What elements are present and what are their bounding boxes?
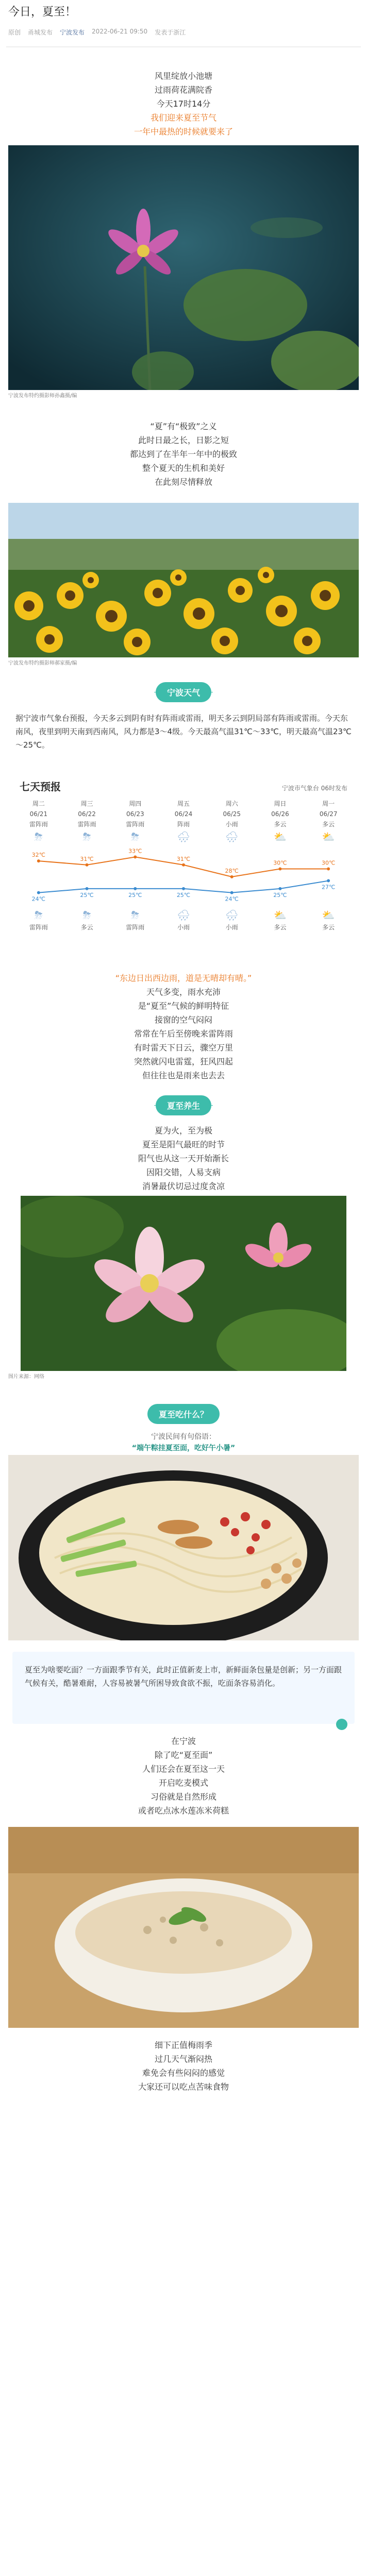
high-temp-point	[230, 875, 233, 878]
poem-line-highlight: 我们迎来夏至节气	[150, 113, 216, 123]
night-desc: 多云	[80, 924, 93, 931]
weather-icon: 🌧	[177, 831, 190, 843]
lotus-pond-image	[8, 145, 359, 390]
weather-icon: ⛅	[322, 831, 335, 843]
day-of-week: 周三	[80, 800, 93, 807]
poem-line: 在此刻尽情释放	[154, 477, 212, 487]
forecast-night	[208, 908, 256, 933]
pink-lotus-photo[interactable]	[21, 1196, 346, 1371]
poem-line: 在宁波	[171, 1736, 196, 1746]
night-weather-icon: 🌧	[177, 909, 190, 921]
lotus-photo[interactable]	[8, 145, 359, 390]
poem-line: 阳气也从这一天开始渐长	[138, 1154, 229, 1163]
day-date: 06/27	[319, 810, 338, 818]
day-of-week: 周五	[177, 800, 190, 807]
poem-line: 突然就闪电雷霆，狂风四起	[134, 1057, 233, 1066]
day-date: 06/24	[174, 810, 193, 818]
weather-icon: 🌧	[225, 831, 239, 843]
soup-bowl-image	[8, 1827, 359, 2028]
poem-line: 风里绽放小池塘	[154, 71, 212, 81]
poem-line: 此时日最之长，日影之短	[138, 435, 229, 445]
night-weather-icon: ⛈	[82, 909, 91, 921]
low-temp-label: 27℃	[321, 884, 336, 891]
poem-line: 人们还会在夏至这一天	[142, 1764, 225, 1774]
night-desc: 多云	[322, 924, 335, 931]
weather-paragraph: 据宁波市气象台预报，今天多云到阴有时有阵雨或雷雨，明天多云到阴局部有阵雨或雷雨。今天东南风，夜里到明天南到西南风，风力都是3～4级。今天最高气温31℃～33℃，明天最高气温23℃～25℃。	[15, 714, 352, 750]
day-date: 06/26	[271, 810, 289, 818]
high-temp-label: 31℃	[176, 855, 191, 862]
low-temp-point	[182, 887, 185, 890]
high-temp-point	[134, 855, 137, 858]
poem-line-highlight: 一年中最热的时候就要来了	[134, 127, 233, 137]
poem-line: 整个夏天的生机和美好	[142, 463, 225, 473]
day-desc: 多云	[274, 821, 287, 828]
high-temp-point	[327, 867, 330, 870]
night-weather-icon: ⛈	[34, 909, 43, 921]
day-of-week: 周一	[322, 800, 335, 807]
poem-line: 因阳交错，人易支病	[146, 1167, 221, 1177]
day-of-week: 周二	[32, 800, 45, 807]
day-of-week: 周四	[129, 800, 142, 807]
weather-icon: ⛅	[274, 831, 287, 843]
day-of-week: 周日	[274, 800, 287, 807]
forecast-source: 宁波市气象台 06时发布	[281, 785, 347, 792]
poem-line: 细下正值梅雨季	[154, 2040, 212, 2050]
summer-food-poem	[0, 2028, 367, 2100]
noodle-info-text: 夏至为啥要吃面？一方面跟季节有关，此时正值新麦上市，新鲜面条包量是创新；另一方面跟气候有关，酷暑难耐，人容易被暑气所困导致食欲不振，吃面条容易消化。	[25, 1665, 342, 1688]
poem-line: 大家还可以吃点苦味食物	[138, 2082, 229, 2092]
soup-photo[interactable]	[8, 1827, 359, 2028]
day-desc: 多云	[322, 821, 335, 828]
forecast-night	[14, 908, 63, 933]
low-temp-label: 25℃	[128, 891, 142, 899]
forecast-night	[111, 908, 159, 933]
forecast-header	[14, 773, 353, 799]
high-temp-point	[182, 863, 185, 867]
low-temp-label: 24℃	[225, 895, 239, 903]
food-intro	[0, 1424, 367, 1455]
low-temp-point	[327, 879, 330, 883]
night-weather-icon: ⛈	[131, 909, 140, 921]
forecast-title: 七天预报	[20, 781, 61, 793]
decor-dot	[336, 1719, 347, 1730]
day-date: 06/25	[223, 810, 241, 818]
poem-line: 是“夏至”气候的鲜明特征	[138, 1001, 229, 1011]
noodle-photo[interactable]	[8, 1455, 359, 1640]
custom-poem	[0, 1724, 367, 1827]
day-desc: 雷阵雨	[126, 821, 145, 828]
night-weather-icon: 🌧	[225, 909, 239, 921]
health-poem	[0, 1115, 367, 1196]
poem-line: 但往往也是雨来也去去	[142, 1071, 225, 1080]
day-date: 06/23	[126, 810, 144, 818]
low-temp-point	[230, 891, 233, 894]
night-weather-icon: ⛅	[274, 909, 287, 921]
high-temp-label: 30℃	[273, 859, 287, 867]
day-desc: 阵雨	[177, 821, 190, 828]
poem-line: 夏为火，至为极	[154, 1126, 212, 1136]
forecast-day	[111, 799, 159, 844]
publish-time: 2022-06-21 09:50	[92, 28, 148, 35]
night-desc: 多云	[274, 924, 287, 931]
forecast-day	[63, 799, 111, 844]
poem-line: 接窗的空气闷闷	[154, 1015, 212, 1025]
forecast-night	[256, 908, 305, 933]
noodle-info-box	[12, 1652, 355, 1724]
sunflower-field-image	[8, 503, 359, 657]
poem-line: “夏”有“极致”之义	[150, 421, 217, 431]
food-pill: 夏至吃什么？	[147, 1404, 220, 1424]
day-desc: 雷阵雨	[77, 821, 96, 828]
poem-line: 天气多变，雨水充沛	[146, 987, 221, 997]
high-temp-label: 31℃	[80, 855, 94, 862]
night-desc: 雷阵雨	[126, 924, 145, 931]
photo-caption: 宁波发布特约摄影师郝家摄/编	[8, 660, 77, 666]
rain-poem	[0, 968, 367, 1084]
poem-line: 过几天气渐闷热	[154, 2054, 212, 2064]
low-temp-point	[86, 887, 89, 890]
high-temp-point	[86, 863, 89, 867]
poem-line: 难免会有些闷闷的感觉	[142, 2068, 225, 2078]
solstice-poem	[0, 400, 367, 503]
high-temp-label: 32℃	[31, 852, 46, 859]
day-desc: 小雨	[225, 821, 238, 828]
forecast-night	[159, 908, 208, 933]
forecast-night	[304, 908, 353, 933]
night-desc: 雷阵雨	[29, 924, 48, 931]
poem-line: 开启吃麦模式	[158, 1778, 208, 1788]
high-temp-label: 33℃	[128, 848, 142, 855]
forecast-day	[14, 799, 63, 844]
weather-icon: ⛈	[82, 831, 91, 843]
poem-line: 有时雷天下日云，骤空万里	[134, 1043, 233, 1053]
intro-poem	[0, 47, 367, 145]
poem-line: 除了吃“夏至面”	[154, 1750, 213, 1760]
food-intro-text: 宁波民间有句俗语：	[151, 1433, 216, 1441]
seven-day-forecast	[14, 773, 353, 968]
poem-line: 常常在午后至傍晚来雷阵雨	[134, 1029, 233, 1039]
poem-line: 夏至是阳气最旺的时节	[142, 1140, 225, 1149]
article-title: 今日，夏至！	[8, 6, 77, 19]
weather-pill: 宁波天气	[156, 682, 211, 702]
poem-line: 都达到了在半年一年中的极致	[129, 449, 237, 459]
night-desc: 小雨	[225, 924, 238, 931]
noodle-bowl-image	[8, 1455, 359, 1640]
forecast-day	[208, 799, 256, 844]
low-temp-label: 25℃	[80, 891, 94, 899]
forecast-days-bottom	[14, 908, 353, 933]
food-section-header	[0, 1403, 367, 1424]
original-tag: 原创	[8, 29, 21, 36]
high-temp-point	[37, 859, 40, 862]
poem-line: 今天17时14分	[156, 99, 211, 109]
health-pill: 夏至养生	[156, 1095, 211, 1115]
high-temp-label: 30℃	[321, 859, 336, 867]
low-temp-label: 24℃	[31, 895, 46, 903]
day-desc: 雷阵雨	[29, 821, 48, 828]
night-desc: 小雨	[177, 924, 190, 931]
day-of-week: 周六	[225, 800, 238, 807]
high-temp-point	[278, 867, 281, 870]
temperature-curve	[14, 844, 353, 906]
pink-lotus-image	[21, 1196, 346, 1371]
poem-line-highlight: “东边日出西边雨，道是无晴却有晴。”	[115, 973, 252, 983]
author-name: 甬城发布	[28, 29, 53, 36]
night-weather-icon: ⛅	[322, 909, 335, 921]
low-temp-point	[134, 887, 137, 890]
poem-line: 或者吃点冰水莲冻米荷糕	[138, 1806, 229, 1816]
low-temp-label: 25℃	[273, 891, 287, 899]
forecast-day	[256, 799, 305, 844]
poem-line: 消暑最伏切忌过度贪凉	[142, 1181, 225, 1191]
low-temp-line	[39, 881, 328, 893]
account-link[interactable]: 宁波发布	[60, 29, 85, 36]
article-meta	[8, 28, 359, 37]
day-date: 06/21	[29, 810, 48, 818]
low-temp-point	[37, 891, 40, 894]
food-saying: “端午粽挂夏至面，吃好午小暑”	[131, 1444, 236, 1452]
weather-icon: ⛈	[34, 831, 43, 843]
forecast-night	[63, 908, 111, 933]
day-date: 06/22	[78, 810, 96, 818]
health-section-header	[0, 1095, 367, 1115]
poem-line: 习俗就是自然形成	[150, 1792, 216, 1802]
photo-caption: 图片来源：网络	[8, 1374, 44, 1380]
publish-location: 发表于浙江	[155, 29, 186, 36]
forecast-days-top	[14, 799, 353, 844]
sunflower-photo[interactable]	[8, 503, 359, 657]
forecast-day	[159, 799, 208, 844]
photo-caption: 宁波发布特约摄影师孙鑫摄/编	[8, 393, 77, 399]
weather-icon: ⛈	[131, 831, 140, 843]
article-header	[0, 0, 367, 46]
low-temp-label: 25℃	[176, 891, 191, 899]
forecast-day	[304, 799, 353, 844]
high-temp-label: 28℃	[225, 867, 239, 874]
weather-section-header	[0, 682, 367, 702]
poem-line: 过雨荷花满院香	[154, 85, 212, 95]
low-temp-point	[278, 887, 281, 890]
